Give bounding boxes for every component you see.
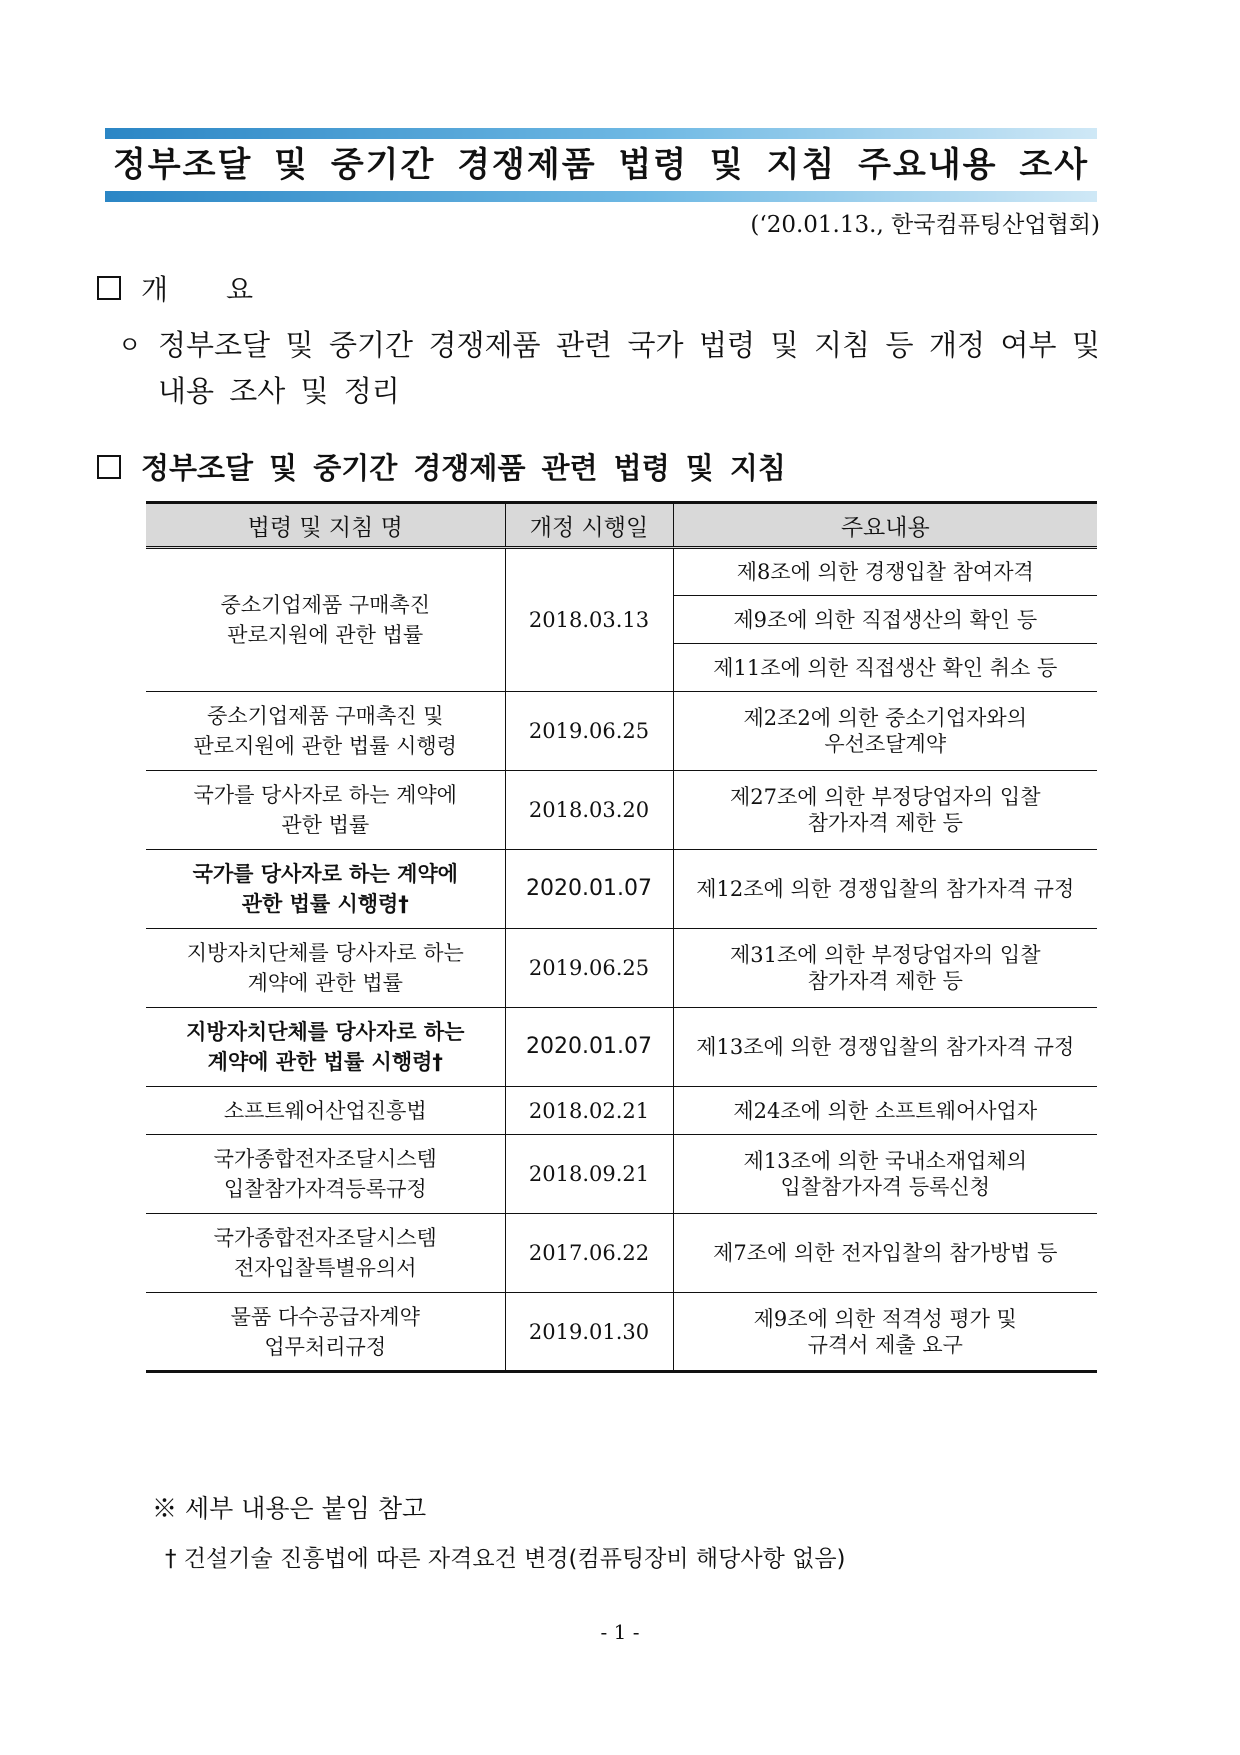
main-content-cell: 제27조에 의한 부정당업자의 입찰 참가자격 제한 등 — [673, 771, 1097, 850]
table-row — [146, 1214, 1097, 1293]
effective-date-cell: 2018.02.21 — [505, 1087, 673, 1135]
table-row — [146, 850, 1097, 929]
law-name-cell: 중소기업제품 구매촉진 판로지원에 관한 법률 — [146, 548, 505, 692]
section-laws-label: 정부조달 및 중기간 경쟁제품 관련 법령 및 지침 — [141, 451, 786, 485]
law-name-cell: 국가종합전자조달시스템 전자입찰특별유의서 — [146, 1214, 505, 1293]
page-number: - 1 - — [600, 1620, 640, 1644]
table-header-row — [146, 503, 1097, 548]
effective-date-cell: 2020.01.07 — [505, 850, 673, 929]
law-name-cell: 국가를 당사자로 하는 계약에 관한 법률 — [146, 771, 505, 850]
title-banner — [105, 128, 1097, 202]
square-bullet-icon — [97, 276, 121, 300]
effective-date-cell: 2020.01.07 — [505, 1008, 673, 1087]
table-row — [146, 1293, 1097, 1372]
overview-text: 정부조달 및 중기간 경쟁제품 관련 국가 법령 및 지침 등 개정 여부 및 내용 조사 및 정리 — [158, 328, 1100, 408]
main-content-cell: 제8조에 의한 경쟁입찰 참여자격 — [673, 548, 1097, 596]
square-bullet-icon — [97, 455, 121, 479]
footnote: † 건설기술 진흥법에 따른 자격요건 변경(컴퓨팅장비 해당사항 없음) — [165, 1546, 846, 1572]
laws-table — [146, 501, 1097, 1373]
title-bar-top — [105, 128, 1097, 139]
table-row — [146, 771, 1097, 850]
main-content-cell: 제9조에 의한 직접생산의 확인 등 — [673, 596, 1097, 644]
header-main-content: 주요내용 — [673, 503, 1097, 548]
header-law-name: 법령 및 지침 명 — [146, 503, 505, 548]
main-content-cell: 제24조에 의한 소프트웨어사업자 — [673, 1087, 1097, 1135]
header-effective-date: 개정 시행일 — [505, 503, 673, 548]
section-overview-label: 개요 — [141, 273, 312, 306]
table-row — [146, 692, 1097, 771]
effective-date-cell: 2019.06.25 — [505, 929, 673, 1008]
main-content-cell: 제13조에 의한 경쟁입찰의 참가자격 규정 — [673, 1008, 1097, 1087]
law-name-cell: 중소기업제품 구매촉진 및 판로지원에 관한 법률 시행령 — [146, 692, 505, 771]
main-content-cell: 제7조에 의한 전자입찰의 참가방법 등 — [673, 1214, 1097, 1293]
title-bar-bottom — [105, 191, 1097, 202]
date-author-line: (‘20.01.13., 한국컴퓨팅산업협회) — [750, 212, 1100, 238]
effective-date-cell: 2018.03.13 — [505, 548, 673, 692]
main-content-cell: 제12조에 의한 경쟁입찰의 참가자격 규정 — [673, 850, 1097, 929]
law-name-cell: 국가를 당사자로 하는 계약에 관한 법률 시행령† — [146, 850, 505, 929]
main-content-cell: 제11조에 의한 직접생산 확인 취소 등 — [673, 644, 1097, 692]
main-content-cell: 제9조에 의한 적격성 평가 및 규격서 제출 요구 — [673, 1293, 1097, 1372]
effective-date-cell: 2018.09.21 — [505, 1135, 673, 1214]
section-laws-heading — [97, 446, 786, 487]
main-content-cell: 제13조에 의한 국내소재업체의 입찰참가자격 등록신청 — [673, 1135, 1097, 1214]
effective-date-cell: 2019.06.25 — [505, 692, 673, 771]
effective-date-cell: 2019.01.30 — [505, 1293, 673, 1372]
laws-table-body — [146, 548, 1097, 1372]
table-row — [146, 1135, 1097, 1214]
law-name-cell: 지방자치단체를 당사자로 하는 계약에 관한 법률 — [146, 929, 505, 1008]
section-overview-heading — [97, 268, 311, 308]
effective-date-cell: 2018.03.20 — [505, 771, 673, 850]
table-row — [146, 548, 1097, 596]
table-row — [146, 929, 1097, 1008]
table-row — [146, 1008, 1097, 1087]
table-row — [146, 1087, 1097, 1135]
law-name-cell: 소프트웨어산업진흥법 — [146, 1087, 505, 1135]
reference-note: ※ 세부 내용은 붙임 참고 — [152, 1494, 427, 1523]
law-name-cell: 물품 다수공급자계약 업무처리규정 — [146, 1293, 505, 1372]
law-name-cell: 지방자치단체를 당사자로 하는 계약에 관한 법률 시행령† — [146, 1008, 505, 1087]
document-title: 정부조달 및 중기간 경쟁제품 법령 및 지침 주요내용 조사 — [112, 145, 1090, 185]
main-content-cell: 제2조2에 의한 중소기업자와의 우선조달계약 — [673, 692, 1097, 771]
circle-bullet-icon: ㅇ — [118, 331, 142, 359]
effective-date-cell: 2017.06.22 — [505, 1214, 673, 1293]
main-content-cell: 제31조에 의한 부정당업자의 입찰 참가자격 제한 등 — [673, 929, 1097, 1008]
law-name-cell: 국가종합전자조달시스템 입찰참가자격등록규정 — [146, 1135, 505, 1214]
